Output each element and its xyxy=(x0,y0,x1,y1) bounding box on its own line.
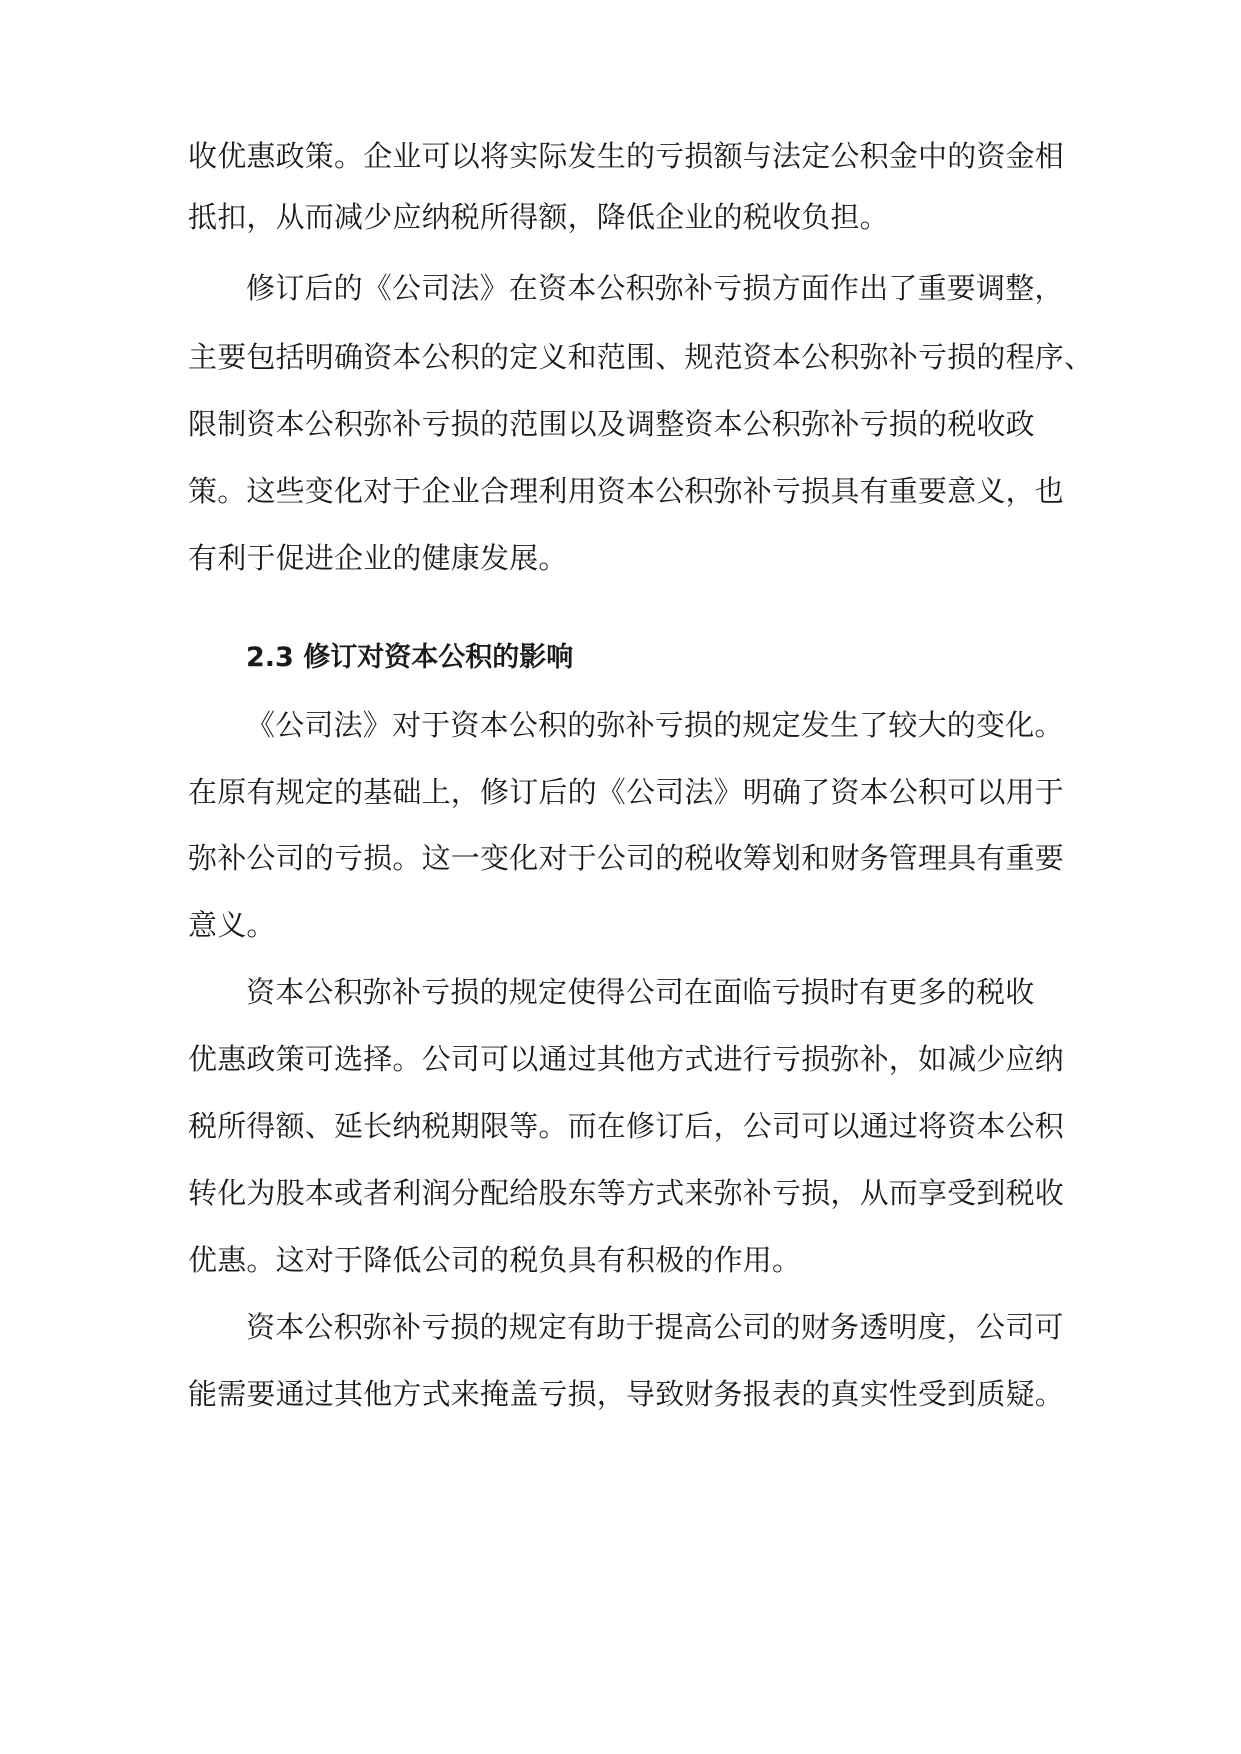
body-text-line: 限制资本公积弥补亏损的范围以及调整资本公积弥补亏损的税收政 xyxy=(188,407,1035,441)
body-text-line: 税所得额、延长纳税期限等。而在修订后，公司可以通过将资本公积 xyxy=(188,1109,1065,1143)
body-text-line: 意义。 xyxy=(188,908,276,942)
body-text-line: 抵扣，从而减少应纳税所得额，降低企业的税收负担。 xyxy=(188,200,889,234)
body-text-line: 收优惠政策。企业可以将实际发生的亏损额与法定公积金中的资金相 xyxy=(188,139,1065,173)
body-text-line: 《公司法》对于资本公积的弥补亏损的规定发生了较大的变化。 xyxy=(246,708,1064,742)
body-text-line: 弥补公司的亏损。这一变化对于公司的税收筹划和财务管理具有重要 xyxy=(188,841,1065,875)
body-text-line: 主要包括明确资本公积的定义和范围、规范资本公积弥补亏损的程序、 xyxy=(188,340,1094,374)
body-text-line: 策。这些变化对于企业合理利用资本公积弥补亏损具有重要意义，也 xyxy=(188,474,1065,508)
body-text-line: 优惠政策可选择。公司可以通过其他方式进行亏损弥补，如减少应纳 xyxy=(188,1042,1065,1076)
body-text-line: 资本公积弥补亏损的规定使得公司在面临亏损时有更多的税收 xyxy=(246,975,1035,1009)
body-text-line: 优惠。这对于降低公司的税负具有积极的作用。 xyxy=(188,1243,802,1277)
body-text-line: 能需要通过其他方式来掩盖亏损，导致财务报表的真实性受到质疑。 xyxy=(188,1377,1065,1411)
body-text-line: 资本公积弥补亏损的规定有助于提高公司的财务透明度，公司可 xyxy=(246,1310,1064,1344)
body-text-line: 在原有规定的基础上，修订后的《公司法》明确了资本公积可以用于 xyxy=(188,775,1065,809)
body-text-line: 转化为股本或者利润分配给股东等方式来弥补亏损，从而享受到税收 xyxy=(188,1176,1065,1210)
body-text-line: 修订后的《公司法》在资本公积弥补亏损方面作出了重要调整， xyxy=(246,271,1064,305)
section-heading: 2.3 修订对资本公积的影响 xyxy=(246,642,574,673)
body-text-line: 有利于促进企业的健康发展。 xyxy=(188,541,568,575)
